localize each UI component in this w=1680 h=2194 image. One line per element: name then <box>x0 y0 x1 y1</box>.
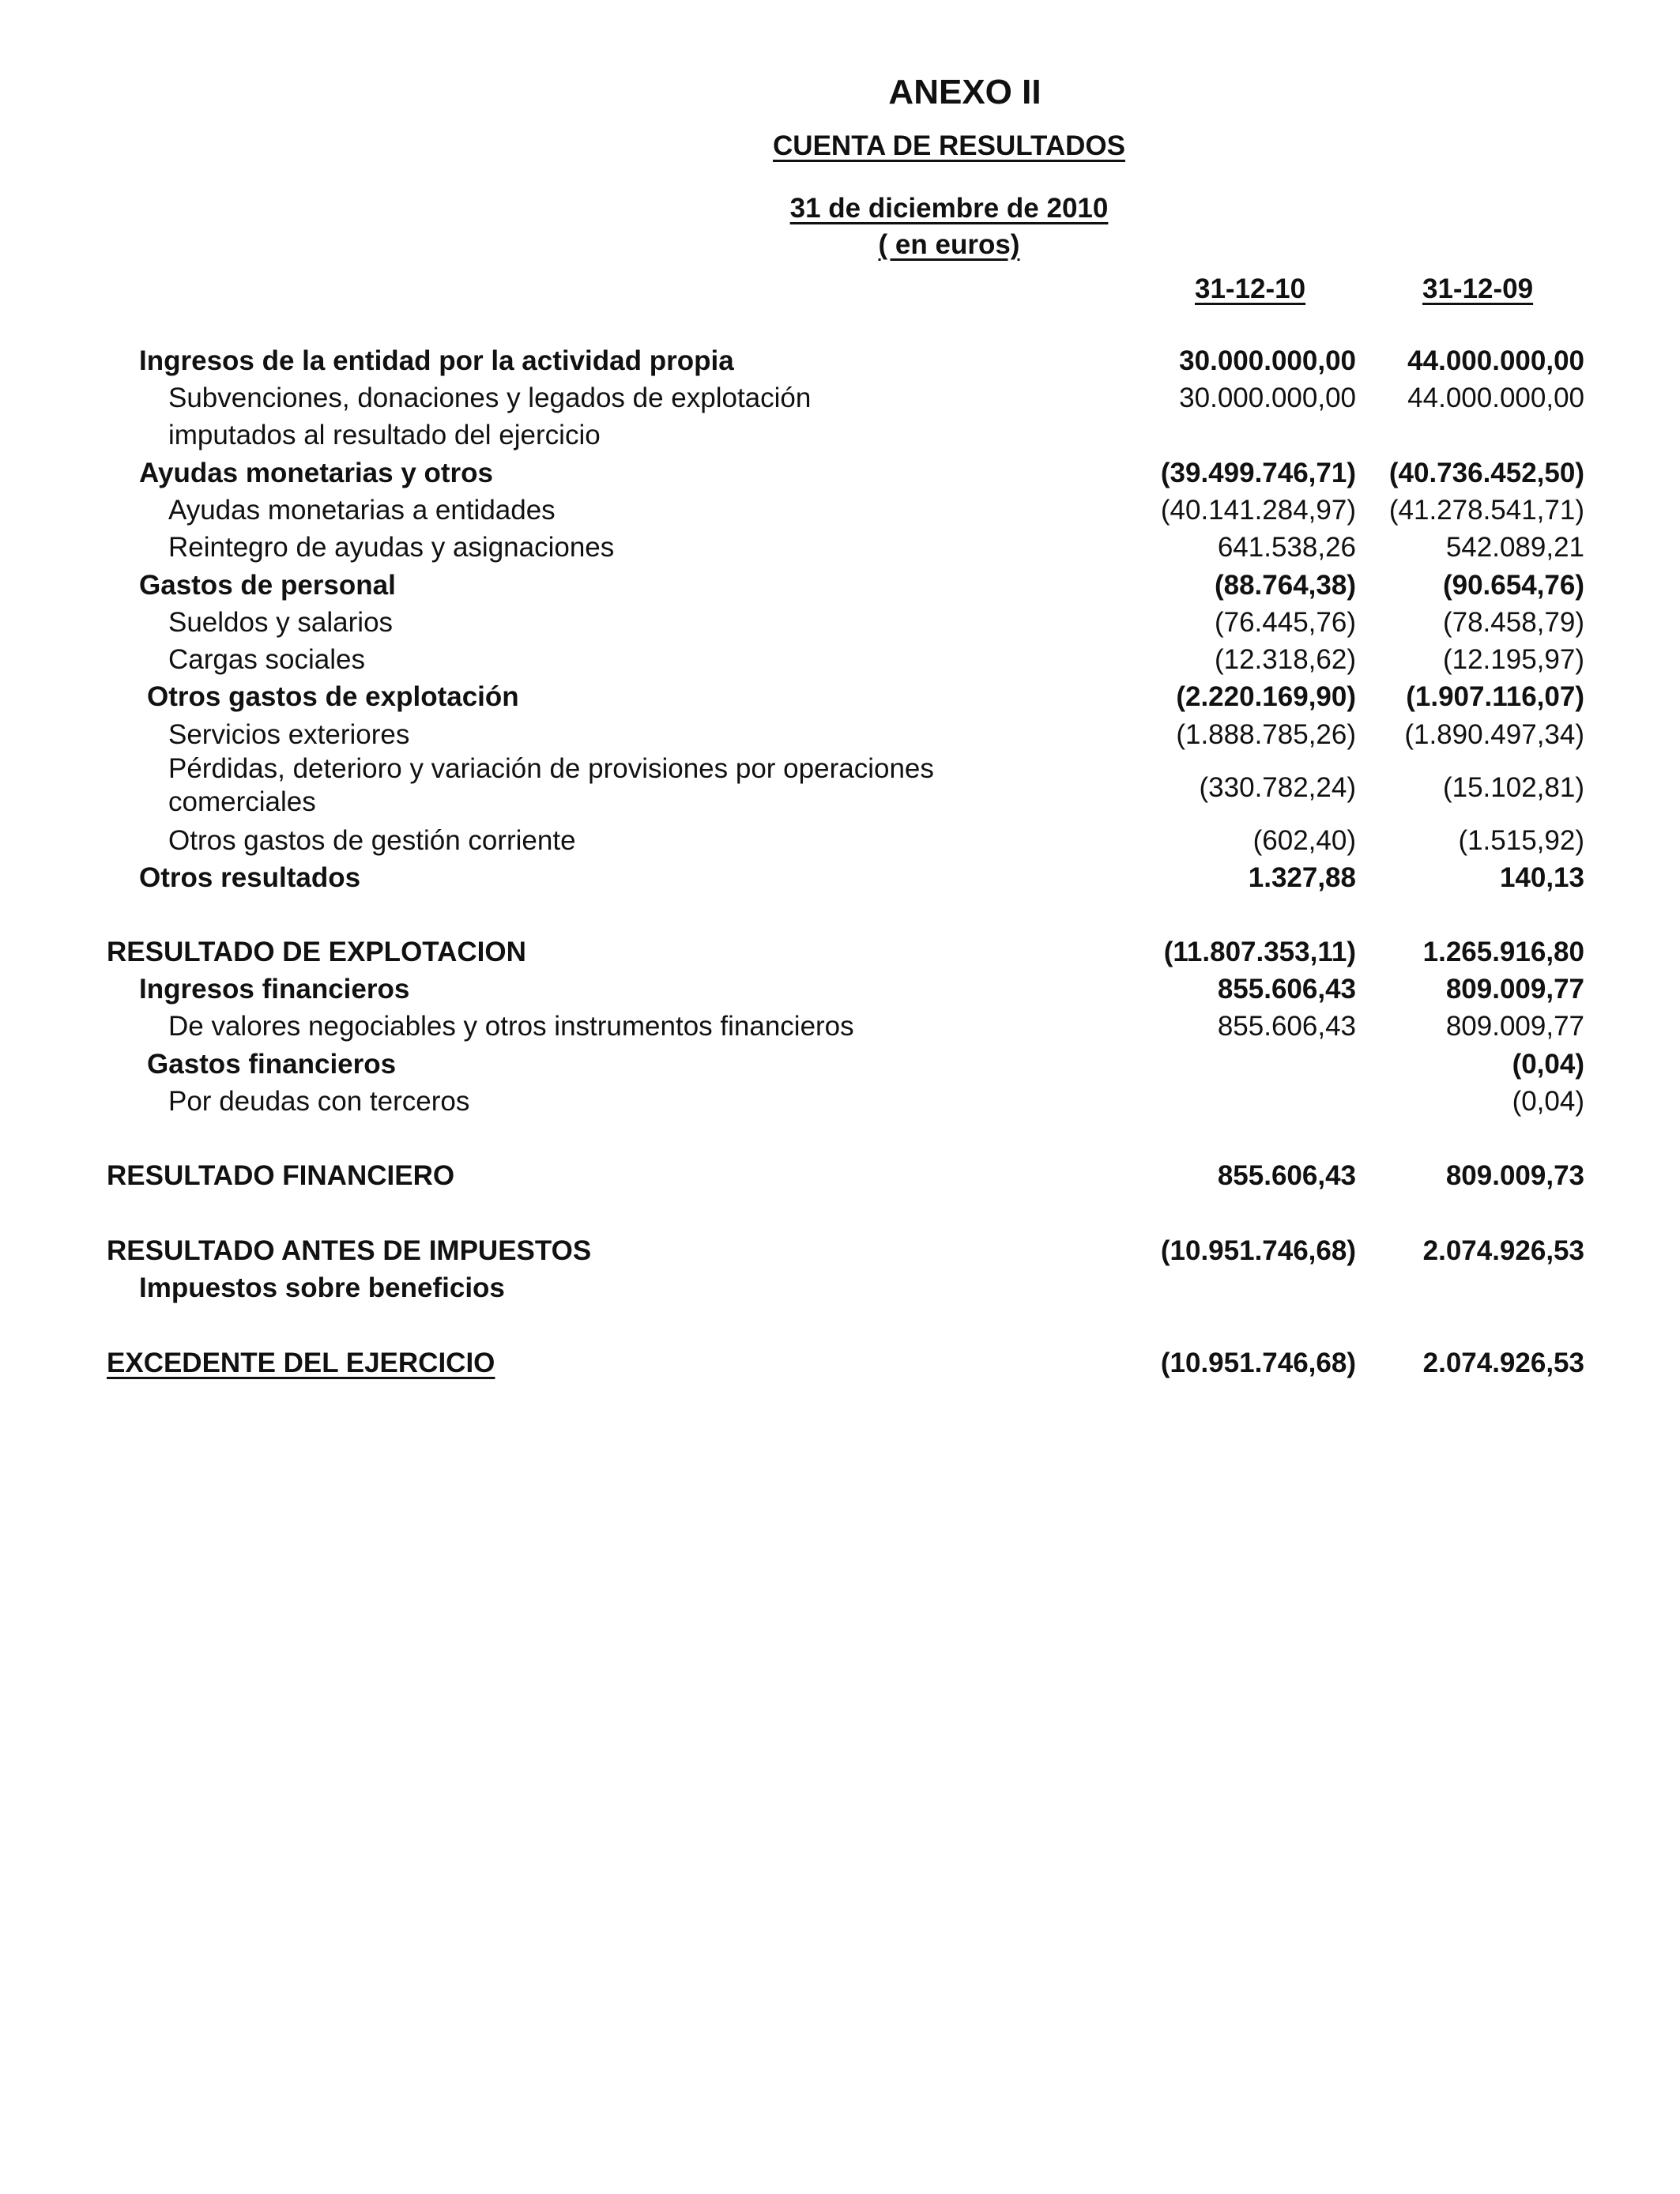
row-label: Otros resultados <box>139 862 361 893</box>
value-2010: (10.951.746,68) <box>1160 1235 1356 1266</box>
row-label: Ingresos financieros <box>139 974 410 1005</box>
row-label: RESULTADO FINANCIERO <box>107 1160 455 1191</box>
row-label: Impuestos sobre beneficios <box>139 1272 505 1303</box>
value-2009: 809.009,77 <box>1445 974 1584 1005</box>
row-label: Reintegro de ayudas y asignaciones <box>168 532 615 563</box>
row-label: Cargas sociales <box>168 644 365 675</box>
row-label: imputados al resultado del ejercicio <box>168 420 601 450</box>
value-2009: 2.074.926,53 <box>1422 1235 1584 1266</box>
column-header-2009: 31-12-09 <box>1422 273 1534 304</box>
row-label: Ayudas monetarias y otros <box>139 458 494 488</box>
value-2009: 809.009,77 <box>1445 1011 1584 1042</box>
value-2010: 641.538,26 <box>1217 532 1356 563</box>
document-date: 31 de diciembre de 2010 <box>789 193 1109 224</box>
value-2010: (12.318,62) <box>1214 644 1356 675</box>
value-2010: 855.606,43 <box>1217 1011 1356 1042</box>
value-2009: (15.102,81) <box>1442 772 1584 803</box>
currency-unit: ( en euros) <box>878 229 1020 260</box>
row-label: RESULTADO ANTES DE IMPUESTOS <box>107 1235 592 1266</box>
value-2010: 1.327,88 <box>1248 862 1356 893</box>
row-label: Ayudas monetarias a entidades <box>168 495 556 526</box>
value-2010: (330.782,24) <box>1199 772 1356 803</box>
document-subtitle: CUENTA DE RESULTADOS <box>773 130 1125 161</box>
value-2009: (0,04) <box>1512 1086 1584 1117</box>
value-2009: 140,13 <box>1499 862 1584 893</box>
value-2009: 1.265.916,80 <box>1422 937 1584 967</box>
row-label: Subvenciones, donaciones y legados de explotación <box>168 383 812 413</box>
value-2009: (0,04) <box>1512 1049 1584 1080</box>
value-2010: (40.141.284,97) <box>1160 495 1356 526</box>
row-label-continued: comerciales <box>168 786 316 817</box>
row-label: De valores negociables y otros instrumentos financieros <box>168 1011 854 1042</box>
value-2009: 809.009,73 <box>1445 1160 1584 1191</box>
value-2010: (88.764,38) <box>1214 570 1356 601</box>
row-label: Gastos financieros <box>147 1049 397 1080</box>
row-label: Por deudas con terceros <box>168 1086 470 1117</box>
value-2009: (40.736.452,50) <box>1388 458 1584 488</box>
value-2009: (90.654,76) <box>1442 570 1584 601</box>
value-2010: (10.951.746,68) <box>1160 1348 1356 1378</box>
row-label: EXCEDENTE DEL EJERCICIO <box>107 1348 495 1378</box>
column-header-2010: 31-12-10 <box>1195 273 1306 304</box>
value-2009: (12.195,97) <box>1442 644 1584 675</box>
value-2010: 855.606,43 <box>1217 1160 1356 1191</box>
value-2010: 30.000.000,00 <box>1179 345 1356 376</box>
row-label: Otros gastos de explotación <box>147 681 519 712</box>
value-2010: (11.807.353,11) <box>1163 937 1356 967</box>
value-2009: (78.458,79) <box>1442 607 1584 638</box>
value-2009: 2.074.926,53 <box>1422 1348 1584 1378</box>
row-label: Sueldos y salarios <box>168 607 394 638</box>
value-2010: (39.499.746,71) <box>1160 458 1356 488</box>
row-label: Gastos de personal <box>139 570 396 601</box>
document-title: ANEXO II <box>888 73 1042 111</box>
value-2010: (2.220.169,90) <box>1176 681 1356 712</box>
value-2010: 855.606,43 <box>1217 974 1356 1005</box>
value-2009: (1.515,92) <box>1458 825 1584 856</box>
value-2009: 44.000.000,00 <box>1407 383 1584 413</box>
value-2009: 44.000.000,00 <box>1407 345 1584 376</box>
row-label: RESULTADO DE EXPLOTACION <box>107 937 526 967</box>
row-label: Ingresos de la entidad por la actividad propia <box>139 345 734 376</box>
value-2009: (41.278.541,71) <box>1388 495 1584 526</box>
value-2010: (76.445,76) <box>1214 607 1356 638</box>
value-2010: (602,40) <box>1252 825 1356 856</box>
value-2010: 30.000.000,00 <box>1179 383 1356 413</box>
row-label: Pérdidas, deterioro y variación de provisiones por operaciones <box>168 753 934 784</box>
value-2009: (1.890.497,34) <box>1404 719 1584 750</box>
value-2009: (1.907.116,07) <box>1406 681 1584 712</box>
value-2010: (1.888.785,26) <box>1176 719 1356 750</box>
row-label: Servicios exteriores <box>168 719 410 750</box>
row-label: Otros gastos de gestión corriente <box>168 825 576 856</box>
value-2009: 542.089,21 <box>1445 532 1584 563</box>
